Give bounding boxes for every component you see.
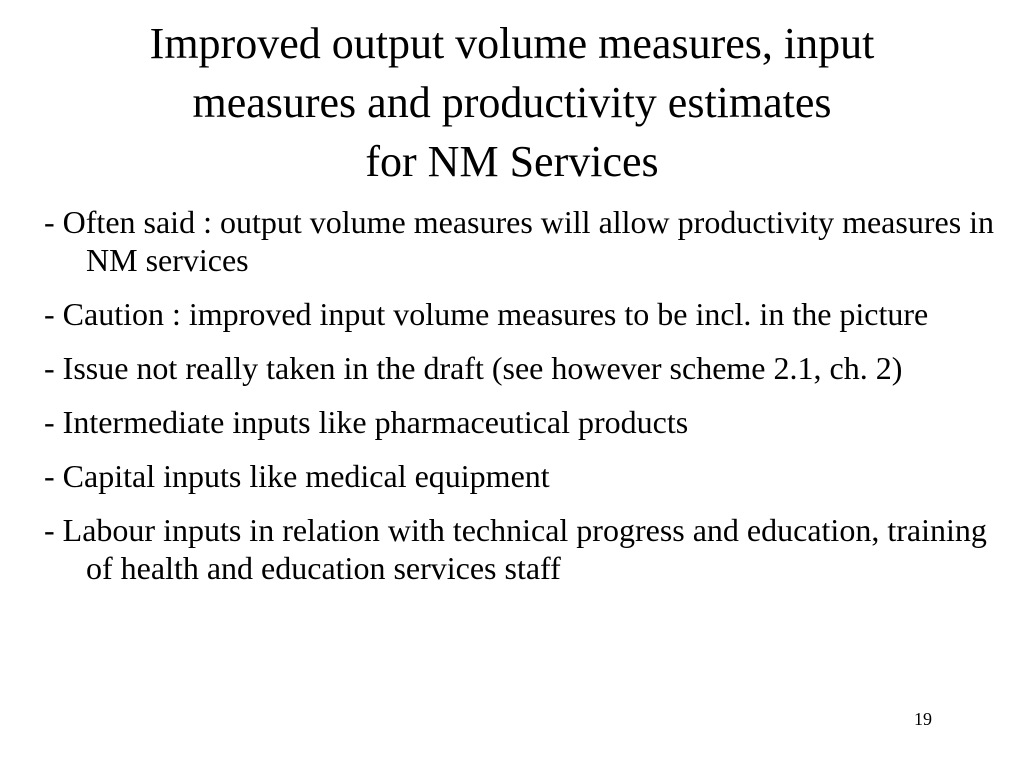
- title-line: measures and productivity estimates: [192, 78, 832, 127]
- bullet-item: - Caution : improved input volume measures to be incl. in the picture: [44, 296, 929, 332]
- title-line: for NM Services: [365, 137, 659, 186]
- slide-title: [60, 14, 964, 191]
- title-line: Improved output volume measures, input: [149, 19, 875, 68]
- bullet-item: - Capital inputs like medical equipment: [44, 458, 550, 494]
- bullet-list: [44, 203, 1004, 603]
- page-number: 19: [914, 709, 932, 729]
- bullet-item: - Issue not really taken in the draft (see however scheme 2.1, ch. 2): [44, 350, 903, 386]
- bullet-item: - Labour inputs in relation with technical progress and education, training of health and education services staff: [44, 512, 987, 586]
- bullet-item: - Often said : output volume measures will allow productivity measures in NM services: [44, 204, 995, 278]
- bullet-item: - Intermediate inputs like pharmaceutical products: [44, 404, 689, 440]
